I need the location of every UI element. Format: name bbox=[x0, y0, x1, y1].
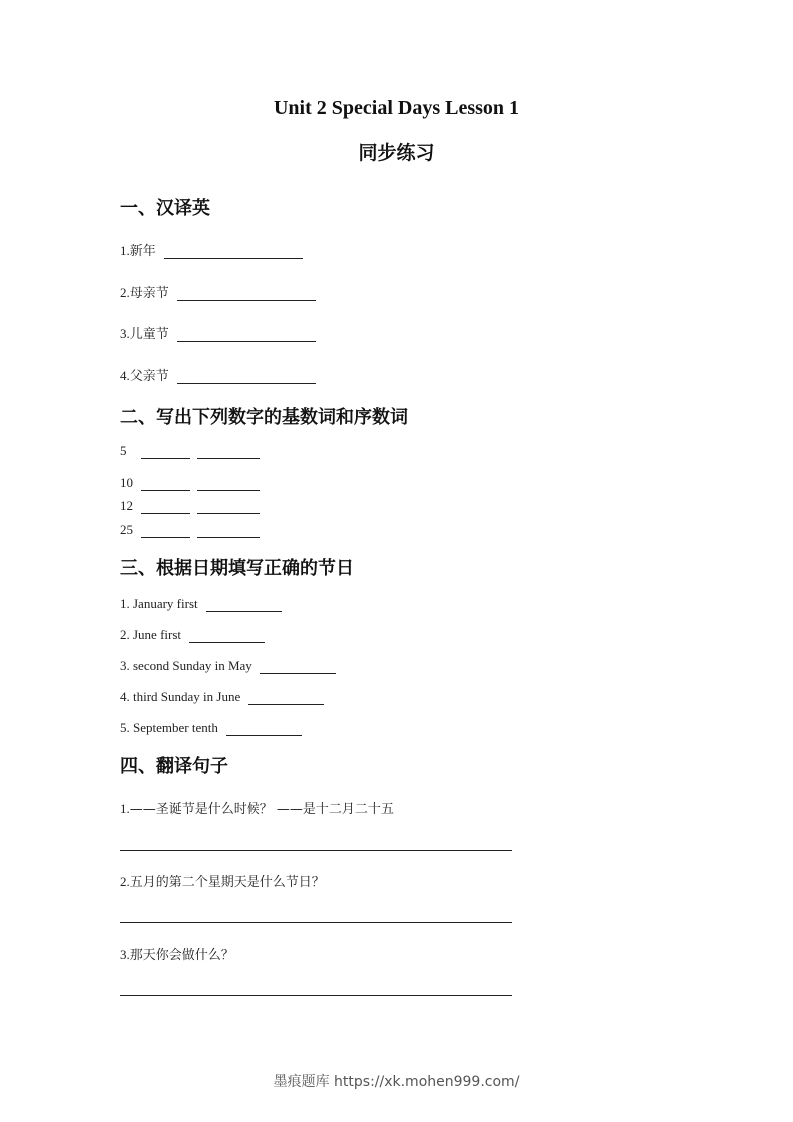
number-label: 25 bbox=[120, 522, 133, 537]
item-text: 父亲节 bbox=[129, 369, 169, 384]
ordinal-blank[interactable] bbox=[197, 523, 260, 538]
footer-site-name: 墨痕题库 bbox=[273, 1074, 330, 1090]
section4-heading: 四、翻译句子 bbox=[120, 756, 228, 777]
answer-blank[interactable] bbox=[177, 286, 316, 301]
item-text: 那天你会做什么？ bbox=[129, 948, 234, 963]
section1-item-2 bbox=[120, 282, 316, 301]
item-number: 3. bbox=[120, 326, 130, 341]
cardinal-blank[interactable] bbox=[141, 523, 190, 538]
section4-item-2 bbox=[120, 871, 325, 890]
number-label: 10 bbox=[120, 475, 133, 490]
section1-item-1 bbox=[120, 240, 303, 259]
item-number: 4. bbox=[120, 368, 130, 383]
section2-item-3 bbox=[120, 498, 260, 514]
section3-item-5 bbox=[120, 720, 302, 736]
ordinal-blank[interactable] bbox=[197, 444, 260, 459]
item-text: 儿童节 bbox=[129, 327, 169, 342]
item-text: 3. second Sunday in May bbox=[120, 658, 252, 673]
item-text: 2. June first bbox=[120, 627, 182, 642]
item-number: 1. bbox=[120, 801, 130, 816]
answer-blank[interactable] bbox=[226, 721, 302, 736]
answer-blank[interactable] bbox=[177, 369, 316, 384]
answer-blank[interactable] bbox=[248, 690, 324, 705]
item-text: 新年 bbox=[129, 244, 156, 259]
answer-blank[interactable] bbox=[206, 597, 282, 612]
answer-line-3[interactable] bbox=[120, 995, 512, 996]
answer-blank[interactable] bbox=[260, 659, 336, 674]
cardinal-blank[interactable] bbox=[141, 444, 190, 459]
section2-item-4 bbox=[120, 522, 260, 538]
cardinal-blank[interactable] bbox=[141, 476, 190, 491]
cardinal-blank[interactable] bbox=[141, 499, 190, 514]
answer-blank[interactable] bbox=[189, 628, 265, 643]
footer-watermark bbox=[0, 1071, 793, 1091]
item-number: 3. bbox=[120, 947, 130, 962]
section3-item-3 bbox=[120, 658, 336, 674]
section1-heading: 一、汉译英 bbox=[120, 198, 210, 219]
item-text: 5. September tenth bbox=[120, 720, 218, 735]
item-text: 1. January first bbox=[120, 596, 198, 611]
item-text: 五月的第二个星期天是什么节日？ bbox=[129, 875, 325, 890]
item-number: 1. bbox=[120, 243, 130, 258]
ordinal-blank[interactable] bbox=[197, 476, 260, 491]
section2-heading: 二、写出下列数字的基数词和序数词 bbox=[120, 407, 408, 428]
section3-item-1 bbox=[120, 596, 282, 612]
section4-item-1 bbox=[120, 798, 394, 817]
section3-item-4 bbox=[120, 689, 324, 705]
answer-line-2[interactable] bbox=[120, 922, 512, 923]
item-number: 2. bbox=[120, 285, 130, 300]
page-title: Unit 2 Special Days Lesson 1 bbox=[273, 97, 520, 119]
section3-heading: 三、根据日期填写正确的节日 bbox=[120, 558, 354, 579]
item-number: 2. bbox=[120, 874, 130, 889]
footer-url[interactable]: https://xk.mohen999.com/ bbox=[334, 1074, 520, 1090]
answer-blank[interactable] bbox=[177, 327, 316, 342]
number-label: 5 bbox=[120, 443, 127, 458]
number-label: 12 bbox=[120, 498, 133, 513]
answer-line-1[interactable] bbox=[120, 850, 512, 851]
page-subtitle: 同步练习 bbox=[358, 142, 435, 164]
item-text: ——圣诞节是什么时候？ ——是十二月二十五 bbox=[129, 802, 394, 817]
section3-item-2 bbox=[120, 627, 265, 643]
section1-item-3 bbox=[120, 323, 316, 342]
section4-item-3 bbox=[120, 944, 234, 963]
section2-item-2 bbox=[120, 475, 260, 491]
section2-item-1 bbox=[120, 443, 260, 459]
ordinal-blank[interactable] bbox=[197, 499, 260, 514]
item-text: 4. third Sunday in June bbox=[120, 689, 241, 704]
item-text: 母亲节 bbox=[129, 286, 169, 301]
answer-blank[interactable] bbox=[164, 244, 303, 259]
section1-item-4 bbox=[120, 365, 316, 384]
